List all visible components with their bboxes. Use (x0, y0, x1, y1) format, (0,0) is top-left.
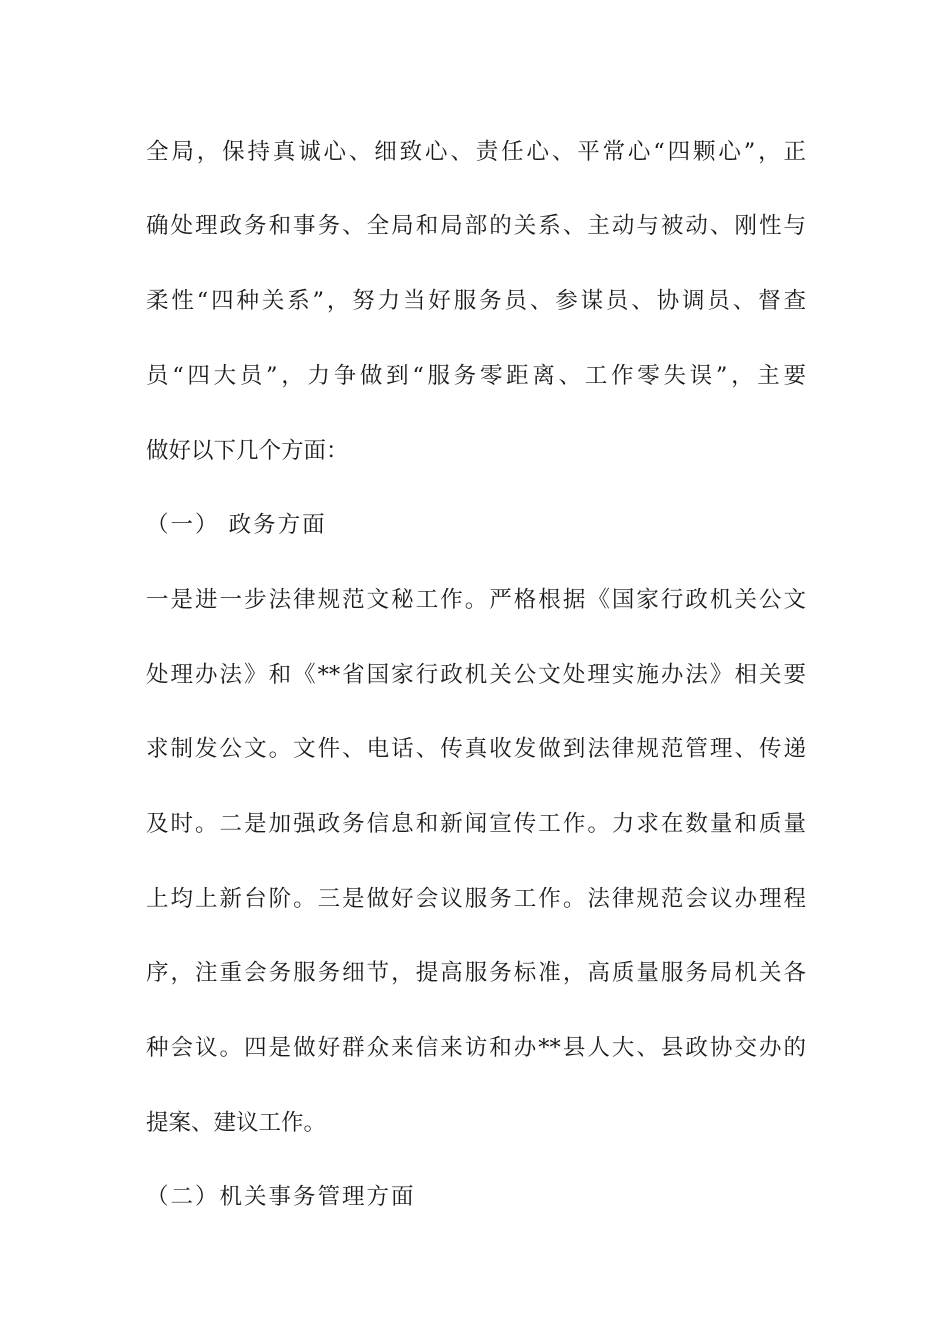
text-line: 一是进一步法律规范文秘工作。严格根据《国家行政机关公文 (146, 587, 806, 613)
text-line: 确处理政务和事务、全局和局部的关系、主动与被动、刚性与 (146, 213, 806, 239)
text-line: 柔性“四种关系”，努力当好服务员、参谋员、协调员、督查 (146, 288, 806, 314)
text-line: 求制发公文。文件、电话、传真收发做到法律规范管理、传递 (146, 736, 806, 762)
text-line: 种会议。四是做好群众来信来访和办**县人大、县政协交办的 (146, 1035, 806, 1061)
text-line: 全局，保持真诚心、细致心、责任心、平常心“四颗心”，正 (146, 139, 806, 165)
text-line: 做好以下几个方面： (146, 438, 349, 464)
text-line: 员“四大员”，力争做到“服务零距离、工作零失误”，主要 (146, 363, 806, 389)
text-line: 序，注重会务服务细节，提高服务标准，高质量服务局机关各 (146, 960, 806, 986)
text-line: 及时。二是加强政务信息和新闻宣传工作。力求在数量和质量 (146, 811, 806, 837)
text-line: 提案、建议工作。 (146, 1110, 327, 1136)
section-heading-office-affairs: （二）机关事务管理方面 (146, 1184, 416, 1210)
section-heading-government-affairs: （一） 政务方面 (146, 512, 327, 538)
text-line: 处理办法》和《**省国家行政机关公文处理实施办法》相关要 (146, 662, 806, 688)
text-line: 上均上新台阶。三是做好会议服务工作。法律规范会议办理程 (146, 886, 806, 912)
